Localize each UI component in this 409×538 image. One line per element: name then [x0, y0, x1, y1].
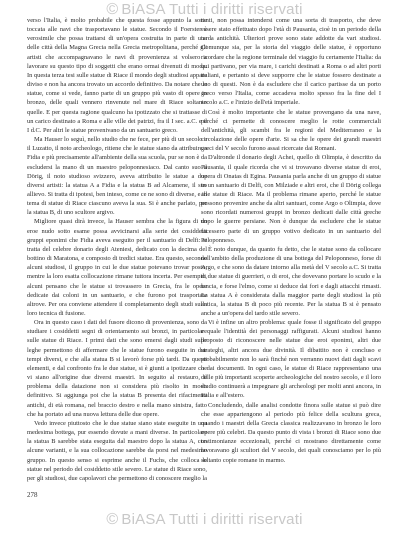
paragraph: Ora in questo caso i dati del fusore dicono di provenienza, sono da studiare i cosiddetti segni di orientamento sui bronzi, in particolare sulle statue di Riace. I primi dati che sono emersi dagli studi sulle leghe permettono di affermare che le statue furono eseguite in due tempi diversi, e che alla statua B si lavorò forse più tardi. Da questi elementi, e dal confronto fra le due statue, si è giunti a ipotizzare che vi siano all'origine due diversi maestri. In seguito al restauro, il problema della datazione non si considera più risolto in modo definitivo. Si aggiunga poi che la statua B presenta dei rifacimenti antichi, di età romana, nel braccio destro e nella mano sinistra, fatto che ha portato ad una nuova lettura delle due opere. — [27, 319, 207, 418]
paragraph: Migliore quasi dirà invece, la Hauser sembra che la figura di un eroe nudo sotto esame possa avvicinarsi alla serie dei cosiddetti gruppi eponimi che Fidia aveva eseguito per il santuario di Delfi: si tratta del celebre donario degli Ateniesi, dedicato con la decima del bottino di Maratona, e composto di tredici statue. Era questo, secondo alcuni studiosi, il gruppo in cui le due statue potevano trovar posto, mentre la loro esatta collocazione rimane tuttora incerta. Per esempio, alcuni pensano che le statue si trovassero in Grecia, fra le opere dedicate dai coloni in un santuario, e che furono poi trasportate altrove. Per ora conviene attendere il completamento degli studi sulla loro tecnica di fusione. — [27, 218, 207, 317]
paragraph: Vi è infine un altro problema: quale fosse il significato del gruppo e quale l'identità dei personaggi raffigurati. Alcuni studiosi hanno proposto di riconoscere nelle statue due eroi eponimi, altri due strateghi, altri ancora due divinità. Il dibattito non è concluso e probabilmente non lo sarà finché non verranno nuovi dati dagli scavi o dai documenti. In ogni caso, le statue di Riace rappresentano una delle più importanti scoperte archeologiche del nostro secolo, e il loro studio continuerà a impegnare gli archeologi per molti anni ancora, in Italia e all'estero. — [201, 319, 381, 400]
paragraph: verso l'Italia, è molto probabile che questa fosse appunto la sorte toccata alle navi che trasportavano le statue. Secondo il Foerster è verosimile che possa trattarsi di un'opera costruita in parte di una delle città della Magna Grecia nella Grecia metropolitana, perché gli artisti che accompagnavano le navi di provenienza si volsero a lavorare su questo tipo di soggetti che erano ormai divenuti di moda. In questa terza tesi sulle statue di Riace il mondo degli studiosi appare diviso e non ha ancora trovato un accordo definitivo. Da notare che le statue, come si vede, fanno parte di un gruppo più vasto di opere in bronzo, delle quali vennero rinvenute nel mare di Riace soltanto quelle. E per questa ragione qualcuno ha ipotizzato che si trattasse di un carico destinato a Roma e alle ville dei patrizi, fra il I sec. a.C. e il I d.C. Per altri le statue provenivano da un santuario greco. — [27, 17, 207, 134]
left-text-column — [27, 16, 207, 482]
paragraph: Concludendo, dalle analisi condotte finora sulle statue si può dire che esse appartengono al periodo più felice della scultura greca, quando i maestri della Grecia classica realizzavano in bronzo le loro opere più celebri. Da questo punto di vista i bronzi di Riace sono due testimonianze eccezionali, perché ci mostrano direttamente come lavoravano gli scultori del V secolo, dei quali conosciamo per lo più soltanto copie romane in marmo. — [201, 401, 381, 464]
paragraph: Vedo invece piuttosto che le due statue siano state eseguite in una medesima bottega, pur essendo dovute a mani diverse. In particolare la statua B sarebbe stata eseguita dal maestro dopo la statua A, con alcune varianti, e la sua collocazione sarebbe da porsi nel medesimo gruppo. In questo senso si esprime anche il Fuchs, che colloca le statue nel periodo del cosiddetto stile severo. Le statue di Riace sono, per gli studiosi, due capolavori che permettono di conoscere meglio la — [27, 419, 207, 482]
paragraph: Ma Hauser lo seguì, nello studio che ne fece, per più di un secolo e il Luzatto, il noto archeologo, ritiene che le statue siano da attribuire a Fidia e più precisamente all'ambiente della sua scuola, pur se non è da escludersi la mano di un maestro peloponnesiaco. Dal canto suo il Dörig, il noto studioso svizzero, aveva attribuito le statue a due diversi artisti: la statua A a Fidia e la statua B ad Alcamene, il suo allievo. Si tratta di ipotesi, ben inteso, come ce ne sono di diverse, e in tema di statue di Riace ciascuno aveva la sua. Si è anche parlato, per la statua B, di uno scultore argivo. — [27, 136, 207, 217]
paragraph: D'altronde il donario degli Achei, quello di Olimpia, è descritto da Pausania, il quale ricorda che vi si trovavano diverse statue di eroi, opera di Onatas di Egina. Pausania parla anche di un gruppo di statue in un santuario di Delfi, con Milziade e altri eroi, che il Dörig collega alle statue di Riace. Ma il problema rimane aperto, perché le statue possono provenire anche da altri santuari, come Argo o Olimpia, dove sono ricordati numerosi gruppi in bronzo dedicati dalle città greche dopo le guerre persiane. Non è dunque da escludere che le statue facessero parte di un gruppo votivo dedicato in un santuario del Peloponneso. — [201, 154, 381, 244]
page-number: 278 — [27, 491, 38, 499]
paragraph: È noto dunque, da quanto fu detto, che le statue sono da collocare nell'ambito della produzione di una bottega del Peloponneso, forse di Argo, e che sono da datare intorno alla metà del V secolo a.C. Si tratta di due statue di guerrieri, o di eroi, che dovevano portare lo scudo e la lancia, e forse l'elmo, come si deduce dai fori e dagli attacchi rimasti. La statua A è considerata dalla maggior parte degli studiosi la più antica, la statua B di poco più recente. Per la statua B si è pensato anche a un'opera del tardo stile severo. — [201, 245, 381, 317]
right-text-column — [201, 16, 381, 508]
watermark-text: BiASA Tutti i diritti riservati — [121, 1, 303, 18]
paragraph: Così è molto importante che le statue provengano da una nave, perché ci permette di conoscere meglio le rotte commerciali dell'antichità, gli scambi fra le regioni del Mediterraneo e la circolazione delle opere d'arte. Si sa che le opere dei grandi maestri greci del V secolo furono assai ricercate dai Romani. — [201, 108, 381, 153]
copyright-icon: © — [106, 511, 119, 528]
copyright-icon: © — [106, 1, 119, 18]
watermark-text: BiASA Tutti i diritti riservati — [121, 511, 303, 528]
paragraph: tanti, non possa intendersi come una sorta di trasporto, che deve essere stato effettuato dopo l'età di Pausania, cioè in un periodo della tarda antichità. Ulteriori prove sono state addotte da vari studiosi. Comunque sia, per la storia del viaggio delle statue, è opportuno ricordare che la regione terminale del viaggio fu certamente l'Italia: da qui partivano, per via mare, i carichi destinati a Roma o ad altri porti italiani, e pertanto si deve supporre che le statue fossero destinate a uno di questi. Non è da escludere che il carico partisse da un porto greco verso l'Italia, come accadeva molto spesso fra la fine del I secolo a.C. e l'inizio dell'età imperiale. — [201, 17, 381, 107]
watermark-bottom — [0, 511, 409, 529]
